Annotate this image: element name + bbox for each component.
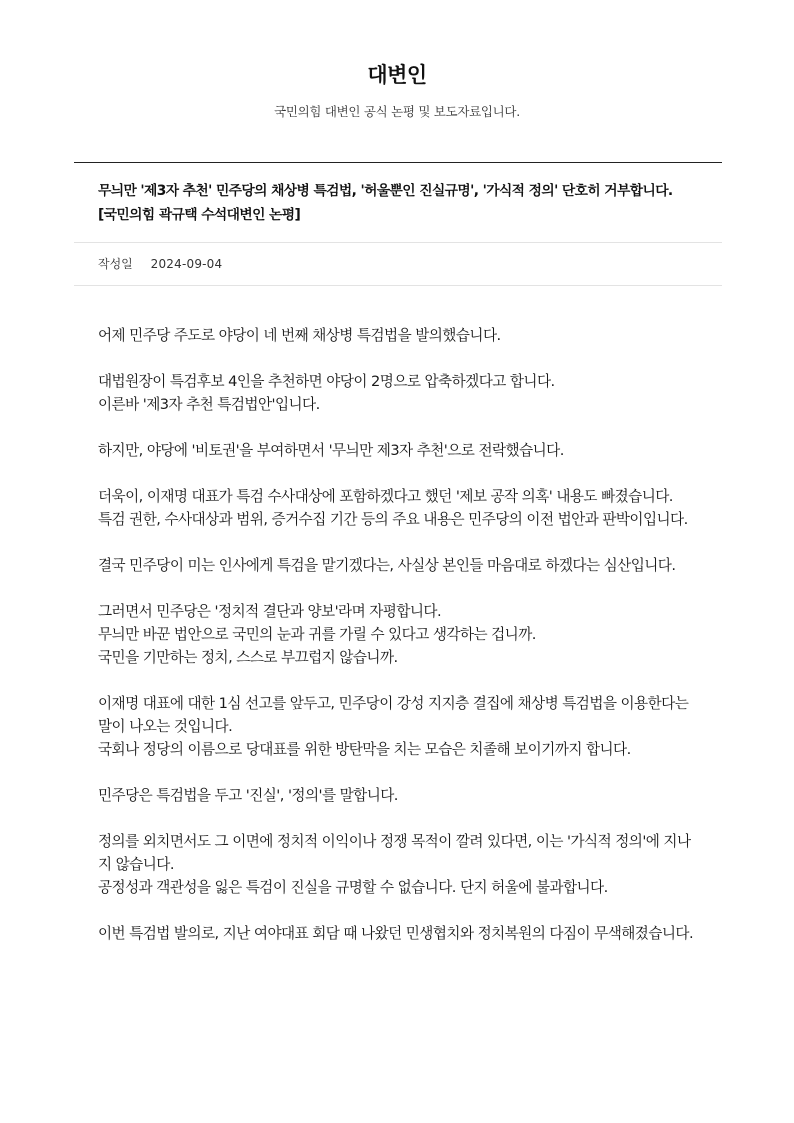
body-line: 그러면서 민주당은 '정치적 결단과 양보'라며 자평합니다.: [98, 603, 442, 620]
article-meta: [74, 243, 722, 286]
body-line: 어제 민주당 주도로 야당이 네 번째 채상병 특검법을 발의했습니다.: [98, 327, 501, 344]
body-paragraph: [98, 485, 698, 531]
body-line: 더욱이, 이재명 대표가 특검 수사대상에 포함하겠다고 했던 '제보 공작 의혹' 내용도 빠졌습니다.: [98, 488, 673, 505]
body-line: 국민을 기만하는 정치, 스스로 부끄럽지 않습니까.: [98, 649, 398, 666]
body-line: 대법원장이 특검후보 4인을 추천하면 야당이 2명으로 압축하겠다고 합니다.: [98, 373, 555, 390]
body-line: 정의를 외치면서도 그 이면에 정치적 이익이나 정쟁 목적이 깔려 있다면, 이는 '가식적 정의'에 지나지 않습니다.: [98, 833, 691, 873]
article-body: [74, 286, 722, 945]
body-paragraph: [98, 554, 698, 577]
body-line: 이재명 대표에 대한 1심 선고를 앞두고, 민주당이 강성 지지층 결집에 채상병 특검법을 이용한다는 말이 나오는 것입니다.: [98, 695, 689, 735]
body-paragraph: [98, 600, 698, 669]
body-line: 무늬만 바꾼 법안으로 국민의 눈과 귀를 가릴 수 있다고 생각하는 겁니까.: [98, 626, 536, 643]
body-paragraph: [98, 692, 698, 761]
page-subtitle: 국민의힘 대변인 공식 논평 및 보도자료입니다.: [274, 104, 520, 119]
press-release-article: [74, 162, 722, 968]
body-paragraph: [98, 324, 698, 347]
body-paragraph: [98, 370, 698, 416]
body-line: 결국 민주당이 미는 인사에게 특검을 맡기겠다는, 사실상 본인들 마음대로 하겠다는 심산입니다.: [98, 557, 676, 574]
page-title: 대변인: [367, 63, 427, 87]
body-paragraph: [98, 784, 698, 807]
body-line: 이른바 '제3자 추천 특검법안'입니다.: [98, 396, 320, 413]
body-line: 특검 권한, 수사대상과 범위, 증거수집 기간 등의 주요 내용은 민주당의 이전 법안과 판박이입니다.: [98, 511, 688, 528]
body-paragraph: [98, 830, 698, 899]
body-line: 민주당은 특검법을 두고 '진실', '정의'를 말합니다.: [98, 787, 398, 804]
body-paragraph: [98, 439, 698, 462]
body-line: 하지만, 야당에 '비토권'을 부여하면서 '무늬만 제3자 추천'으로 전락했습니다.: [98, 442, 564, 459]
body-line: 국회나 정당의 이름으로 당대표를 위한 방탄막을 치는 모습은 치졸해 보이기까지 합니다.: [98, 741, 631, 758]
article-title: 무늬만 '제3자 추천' 민주당의 채상병 특검법, '허울뿐인 진실규명', '가식적 정의' 단호히 거부합니다. [국민의힘 곽규택 수석대변인 논평]: [74, 163, 722, 243]
date-label: 작성일: [98, 257, 133, 271]
body-paragraph: [98, 922, 698, 945]
publish-date: 2024-09-04: [150, 257, 223, 271]
page-header: [0, 58, 794, 121]
body-line: 이번 특검법 발의로, 지난 여야대표 회담 때 나왔던 민생협치와 정치복원의 다짐이 무색해졌습니다.: [98, 925, 694, 942]
body-line: 공정성과 객관성을 잃은 특검이 진실을 규명할 수 없습니다. 단지 허울에 불과합니다.: [98, 879, 608, 896]
